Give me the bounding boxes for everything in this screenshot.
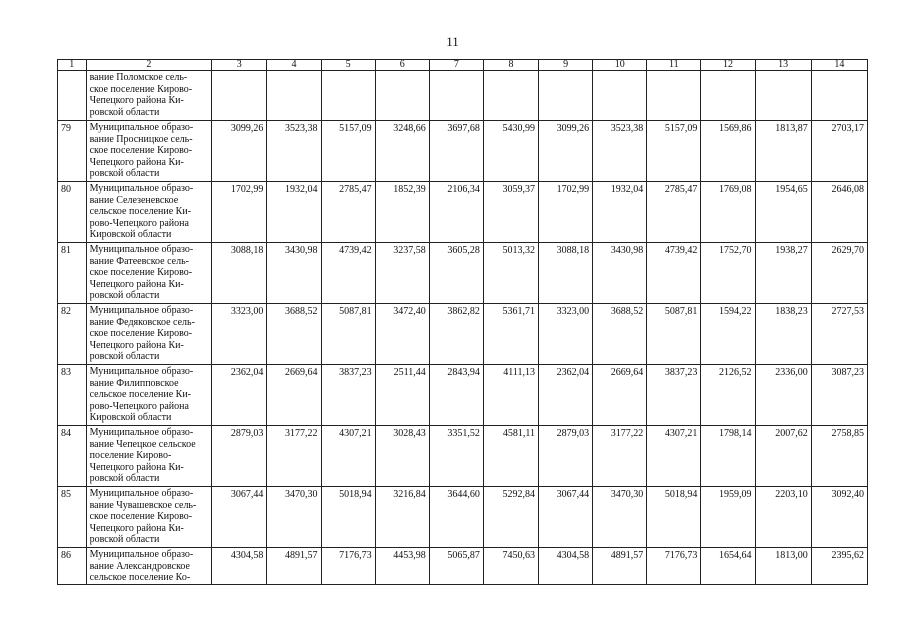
table-row [58, 304, 868, 365]
value-cell: 7450,63 [483, 548, 538, 585]
name-line: Муниципальное образо- [89, 183, 194, 194]
value-cell: 4891,57 [267, 548, 321, 585]
value-cell: 2879,03 [212, 426, 267, 487]
name-line: Кировской области [89, 412, 172, 424]
value-cell: 2511,44 [375, 365, 429, 426]
value-cell: 2336,00 [755, 365, 811, 426]
municipality-name [86, 71, 212, 121]
value-cell: 3087,23 [811, 365, 867, 426]
name-line: ровской области [89, 290, 160, 302]
header-row [58, 60, 868, 71]
value-cell: 3837,23 [647, 365, 701, 426]
page-number: 11 [446, 34, 459, 49]
value-cell: 7176,73 [321, 548, 375, 585]
name-line: сельское поселение Ко- [89, 572, 191, 584]
value-cell: 3092,40 [811, 487, 867, 548]
value-cell: 1954,65 [755, 182, 811, 243]
municipality-name [86, 548, 212, 585]
value-cell [811, 71, 867, 121]
column-header: 11 [647, 60, 701, 71]
value-cell: 1959,09 [701, 487, 755, 548]
column-header: 10 [593, 60, 647, 71]
value-cell: 3099,26 [212, 121, 267, 182]
row-number: 84 [58, 426, 87, 487]
value-cell: 3523,38 [593, 121, 647, 182]
value-cell: 5013,32 [483, 243, 538, 304]
name-line: ское поселение Кирово- [89, 83, 193, 95]
value-cell: 2727,53 [811, 304, 867, 365]
name-line: вание Чепецкое сельское [89, 438, 196, 450]
value-cell: 3523,38 [267, 121, 321, 182]
row-number: 81 [58, 243, 87, 304]
column-header: 4 [267, 60, 321, 71]
value-cell: 4453,98 [375, 548, 429, 585]
value-cell: 1852,39 [375, 182, 429, 243]
table-body [58, 71, 868, 585]
value-cell: 2007,62 [755, 426, 811, 487]
name-line: Муниципальное образо- [89, 488, 194, 499]
row-number: 86 [58, 548, 87, 585]
value-cell: 4739,42 [647, 243, 701, 304]
value-cell [212, 71, 267, 121]
value-cell: 1932,04 [267, 182, 321, 243]
value-cell: 5157,09 [647, 121, 701, 182]
name-line: ское поселение Кирово- [89, 267, 193, 279]
value-cell: 3323,00 [212, 304, 267, 365]
value-cell: 3430,98 [267, 243, 321, 304]
value-cell: 2106,34 [429, 182, 483, 243]
value-cell: 4307,21 [321, 426, 375, 487]
value-cell: 4111,13 [483, 365, 538, 426]
value-cell: 7176,73 [647, 548, 701, 585]
value-cell: 1752,70 [701, 243, 755, 304]
name-line: поселение Кирово- [89, 450, 172, 462]
value-cell: 1594,22 [701, 304, 755, 365]
municipality-name [86, 304, 212, 365]
name-line: Кировской области [89, 229, 172, 241]
value-cell: 3067,44 [539, 487, 593, 548]
value-cell: 3088,18 [212, 243, 267, 304]
value-cell: 2843,94 [429, 365, 483, 426]
value-cell [267, 71, 321, 121]
name-line: вание Филипповское [89, 377, 179, 389]
value-cell: 2395,62 [811, 548, 867, 585]
value-cell: 3323,00 [539, 304, 593, 365]
value-cell: 2646,08 [811, 182, 867, 243]
name-line: вание Селезеневское [89, 194, 179, 206]
value-cell: 1798,14 [701, 426, 755, 487]
row-number: 82 [58, 304, 87, 365]
column-header: 3 [212, 60, 267, 71]
value-cell: 2669,64 [593, 365, 647, 426]
name-line: Муниципальное образо- [89, 549, 194, 560]
value-cell [701, 71, 755, 121]
value-cell [755, 71, 811, 121]
column-header: 8 [483, 60, 538, 71]
value-cell: 3470,30 [267, 487, 321, 548]
name-line: ское поселение Кирово- [89, 328, 193, 340]
value-cell: 2879,03 [539, 426, 593, 487]
name-line: Чепецкого района Ки- [89, 461, 184, 473]
value-cell: 1813,87 [755, 121, 811, 182]
municipality-name [86, 365, 212, 426]
table-row [58, 121, 868, 182]
name-line: ровской области [89, 534, 160, 546]
value-cell [375, 71, 429, 121]
value-cell: 2362,04 [539, 365, 593, 426]
value-cell: 2126,52 [701, 365, 755, 426]
name-line: ровской области [89, 473, 160, 485]
table-row [58, 243, 868, 304]
name-line: ровской области [89, 168, 160, 180]
column-header: 5 [321, 60, 375, 71]
column-header: 2 [86, 60, 212, 71]
value-cell: 3472,40 [375, 304, 429, 365]
value-cell: 3028,43 [375, 426, 429, 487]
value-cell: 1702,99 [212, 182, 267, 243]
value-cell [429, 71, 483, 121]
name-line: Муниципальное образо- [89, 305, 194, 316]
name-line: Муниципальное образо- [89, 122, 194, 133]
value-cell: 5087,81 [321, 304, 375, 365]
municipality-name [86, 182, 212, 243]
name-line: вание Александровское [89, 560, 190, 572]
row-number: 83 [58, 365, 87, 426]
name-line: сельское поселение Ки- [89, 389, 192, 401]
name-line: Чепецкого района Ки- [89, 522, 184, 534]
column-header: 6 [375, 60, 429, 71]
value-cell: 2758,85 [811, 426, 867, 487]
name-line: Муниципальное образо- [89, 427, 194, 438]
table-row [58, 71, 868, 121]
value-cell: 1838,23 [755, 304, 811, 365]
value-cell: 3177,22 [593, 426, 647, 487]
column-header: 13 [755, 60, 811, 71]
value-cell: 1702,99 [539, 182, 593, 243]
name-line: вание Просницкое сель- [89, 133, 193, 145]
value-cell [539, 71, 593, 121]
value-cell: 2629,70 [811, 243, 867, 304]
value-cell [483, 71, 538, 121]
value-cell: 5018,94 [647, 487, 701, 548]
name-line: ское поселение Кирово- [89, 511, 193, 523]
name-line: Чепецкого района Ки- [89, 95, 184, 107]
value-cell: 3059,37 [483, 182, 538, 243]
value-cell: 3688,52 [267, 304, 321, 365]
value-cell [647, 71, 701, 121]
value-cell: 3177,22 [267, 426, 321, 487]
name-line: ское поселение Кирово- [89, 145, 193, 157]
value-cell: 3216,84 [375, 487, 429, 548]
table-row [58, 548, 868, 585]
value-cell: 5292,84 [483, 487, 538, 548]
name-line: вание Фатеевское сель- [89, 255, 189, 267]
value-cell: 3862,82 [429, 304, 483, 365]
value-cell: 3644,60 [429, 487, 483, 548]
value-cell: 3088,18 [539, 243, 593, 304]
value-cell: 1769,08 [701, 182, 755, 243]
value-cell: 4581,11 [483, 426, 538, 487]
municipality-name [86, 487, 212, 548]
value-cell: 4307,21 [647, 426, 701, 487]
value-cell: 3248,66 [375, 121, 429, 182]
value-cell: 5018,94 [321, 487, 375, 548]
name-line: Муниципальное образо- [89, 244, 194, 255]
value-cell: 5065,87 [429, 548, 483, 585]
value-cell: 4891,57 [593, 548, 647, 585]
name-line: вание Чувашевское сель- [89, 499, 197, 511]
name-line: рово-Чепецкого района [89, 217, 189, 229]
table-row [58, 365, 868, 426]
value-cell: 5430,99 [483, 121, 538, 182]
value-cell: 3067,44 [212, 487, 267, 548]
value-cell: 1654,64 [701, 548, 755, 585]
name-line: сельское поселение Ки- [89, 206, 192, 218]
name-line: Чепецкого района Ки- [89, 278, 184, 290]
value-cell: 3099,26 [539, 121, 593, 182]
value-cell: 3688,52 [593, 304, 647, 365]
value-cell: 5361,71 [483, 304, 538, 365]
value-cell: 3237,58 [375, 243, 429, 304]
value-cell: 1938,27 [755, 243, 811, 304]
column-header: 14 [811, 60, 867, 71]
table-row [58, 182, 868, 243]
value-cell: 3697,68 [429, 121, 483, 182]
value-cell: 5157,09 [321, 121, 375, 182]
value-cell [321, 71, 375, 121]
value-cell: 3430,98 [593, 243, 647, 304]
row-number: 80 [58, 182, 87, 243]
row-number: 79 [58, 121, 87, 182]
column-header: 9 [539, 60, 593, 71]
column-header: 12 [701, 60, 755, 71]
name-line: Чепецкого района Ки- [89, 156, 184, 168]
data-table [57, 59, 868, 585]
value-cell: 2362,04 [212, 365, 267, 426]
value-cell: 2785,47 [321, 182, 375, 243]
value-cell: 4304,58 [539, 548, 593, 585]
name-line: вание Поломское сель- [89, 72, 188, 83]
name-line: ровской области [89, 106, 160, 118]
table-row [58, 487, 868, 548]
row-number [58, 71, 87, 121]
row-number: 85 [58, 487, 87, 548]
column-header: 7 [429, 60, 483, 71]
municipality-name [86, 243, 212, 304]
value-cell: 2785,47 [647, 182, 701, 243]
table-row [58, 426, 868, 487]
value-cell: 3470,30 [593, 487, 647, 548]
name-line: Муниципальное образо- [89, 366, 194, 377]
name-line: Чепецкого района Ки- [89, 339, 184, 351]
value-cell: 4304,58 [212, 548, 267, 585]
value-cell: 2203,10 [755, 487, 811, 548]
value-cell: 1569,86 [701, 121, 755, 182]
value-cell: 3837,23 [321, 365, 375, 426]
value-cell: 3351,52 [429, 426, 483, 487]
name-line: вание Федяковское сель- [89, 316, 195, 328]
name-line: рово-Чепецкого района [89, 400, 189, 412]
value-cell: 5087,81 [647, 304, 701, 365]
value-cell: 4739,42 [321, 243, 375, 304]
value-cell: 1813,00 [755, 548, 811, 585]
value-cell: 1932,04 [593, 182, 647, 243]
value-cell: 2703,17 [811, 121, 867, 182]
value-cell [593, 71, 647, 121]
name-line: ровской области [89, 351, 160, 363]
value-cell: 2669,64 [267, 365, 321, 426]
municipality-name [86, 426, 212, 487]
column-header: 1 [58, 60, 87, 71]
municipality-name [86, 121, 212, 182]
value-cell: 3605,28 [429, 243, 483, 304]
